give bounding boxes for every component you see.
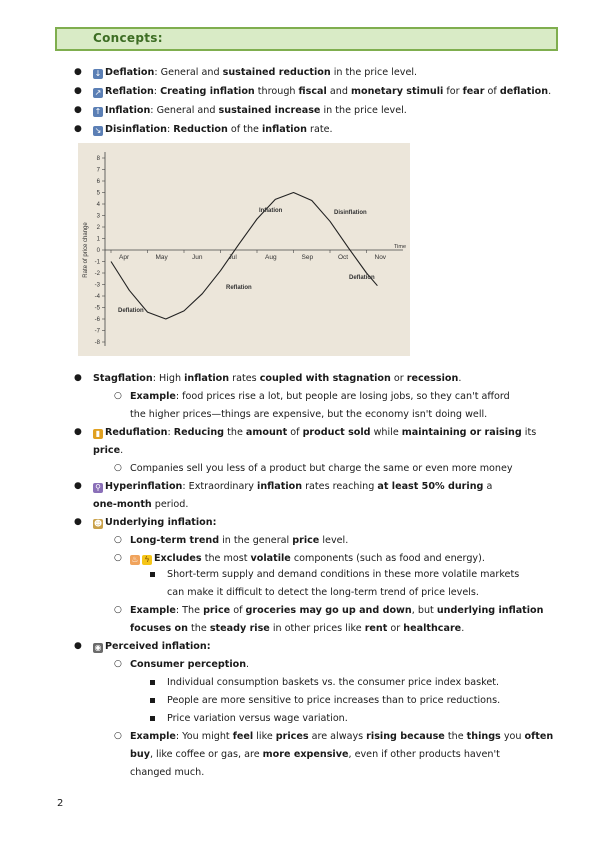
stagflation-example-line2: the higher prices—things are expensive, but the economy isn't doing well. [130,409,488,420]
running-icon: ⚲ [93,483,103,493]
square-bullet [150,698,155,703]
bullet: ● [74,67,82,77]
perceived-item: People are more sensitive to price increases than to price reductions. [167,695,501,706]
sub-bullet: ○ [114,731,122,741]
y-tick-label: -8 [94,340,100,346]
def-reflation: ↗ Reflation: Creating inflation through fiscal and monetary stimuli for fear of deflation. [94,86,552,97]
perceived-consumer-perception: Consumer perception. [130,659,250,670]
x-tick-label: Aug [265,254,277,261]
bullet: ● [74,517,82,527]
eye-icon: ◉ [94,643,102,652]
cake-icon: ♨ [131,555,139,564]
underlying-example-line2: focuses on the steady rise in other prices like rent or healthcare. [130,623,465,634]
sub-bullet: ○ [114,391,122,401]
concepts-header [55,27,558,51]
def-perceived-inflation: ◉ Perceived inflation: [94,641,211,652]
concepts-title: Concepts: [93,31,163,45]
y-tick-label: -7 [94,328,100,335]
y-tick-label: 2 [96,225,100,231]
y-tick-label: 5 [96,190,100,197]
up-right-arrow-icon: ↗ [94,88,102,97]
def-deflation: ↓ Deflation: General and sustained reduction in the price level. [94,67,418,78]
bullet: ● [74,481,82,491]
y-tick-label: -2 [94,271,100,277]
square-bullet [150,572,155,577]
y-axis-label: Rate of price change [83,222,89,278]
def-underlying-inflation: ☻ Underlying inflation: [93,517,217,528]
curve-annotation: Reflation [226,285,252,291]
bullet: ● [74,86,82,96]
curve-annotation: Disinflation [334,210,367,216]
def-hyperinflation-cont: one-month period. [93,499,189,510]
stagflation-example-line1: Example: food prices rise a lot, but people are losing jobs, so they can't afford [130,391,510,402]
perceived-example-line2: buy, like coffee or gas, are more expensive, even if other products haven't [130,749,500,760]
fries-icon: ▮ [93,429,103,439]
bullet: ● [74,641,82,651]
bullet: ● [74,427,82,437]
page-number: 2 [57,798,64,809]
def-inflation: ↑ Inflation: General and sustained increase in the price level. [94,105,407,116]
underlying-example-line1: Example: The price of groceries may go up and down, but underlying inflation [130,605,544,616]
curve-annotation: Deflation [118,308,144,314]
curve-annotation: Deflation [349,275,375,281]
bullet: ● [74,124,82,134]
x-axis-end-label: Time [394,244,407,250]
underlying-excludes-detail2: can make it difficult to detect the long-term trend of price levels. [167,587,479,598]
square-bullet [150,716,155,721]
x-tick-label: May [155,254,168,261]
x-tick-label: Nov [374,254,387,261]
masks-icon: ☻ [93,519,103,528]
up-arrow-icon: ↑ [94,107,102,116]
down-right-arrow-icon: ↘ [94,126,102,135]
sub-bullet: ○ [114,535,122,545]
underlying-excludes-detail1: Short-term supply and demand conditions in these more volatile markets [167,569,520,580]
def-hyperinflation: ⚲ Hyperinflation: Extraordinary inflation rates reaching at least 50% during a [93,480,492,493]
square-bullet [150,680,155,685]
x-tick-label: Sep [301,254,314,261]
chart-svg [78,143,410,356]
y-tick-label: 7 [96,167,100,174]
y-tick-label: 4 [96,202,100,208]
x-tick-label: Jun [192,254,203,261]
y-tick-label: -4 [94,294,100,300]
perceived-item: Individual consumption baskets vs. the consumer price index basket. [167,677,500,688]
bullet: ● [74,373,82,383]
bullet: ● [74,105,82,115]
sub-bullet: ○ [114,605,122,615]
perceived-example-line1: Example: You might feel like prices are always rising because the things you often [130,731,554,742]
sub-bullet: ○ [114,463,122,473]
perceived-item: Price variation versus wage variation. [167,713,348,724]
underlying-excludes: ♨ ϟ Excludes the most volatile components (such as food and energy). [131,553,485,564]
down-arrow-icon: ↓ [94,69,102,78]
def-reduflation-cont: price. [93,445,124,456]
def-reduflation: ▮ Reduflation: Reducing the amount of product sold while maintaining or raising its [93,426,536,439]
curve-annotation: Inflation [259,208,283,214]
price-change-chart [78,143,410,356]
y-tick-label: -5 [94,305,100,312]
y-tick-label: 1 [96,236,100,243]
x-tick-label: Jul [228,254,237,261]
sub-bullet: ○ [114,659,122,669]
def-disinflation: ↘ Disinflation: Reduction of the inflation rate. [94,124,333,135]
lightning-icon: ϟ [142,555,152,565]
y-tick-label: -3 [94,282,100,289]
def-stagflation: Stagflation: High inflation rates coupled with stagnation or recession. [93,373,462,384]
x-tick-label: Oct [338,254,349,261]
y-tick-label: -6 [94,317,100,323]
y-tick-label: 3 [96,213,100,220]
perceived-example-line3: changed much. [130,767,205,778]
y-tick-label: -1 [94,259,100,266]
reduflation-sub: Companies sell you less of a product but charge the same or even more money [130,463,513,474]
y-tick-label: 8 [96,156,100,162]
y-tick-label: 0 [96,248,100,254]
x-tick-label: Apr [119,254,130,261]
underlying-trend: Long-term trend in the general price level. [130,535,349,546]
y-tick-label: 6 [96,179,100,185]
sub-bullet: ○ [114,553,122,563]
